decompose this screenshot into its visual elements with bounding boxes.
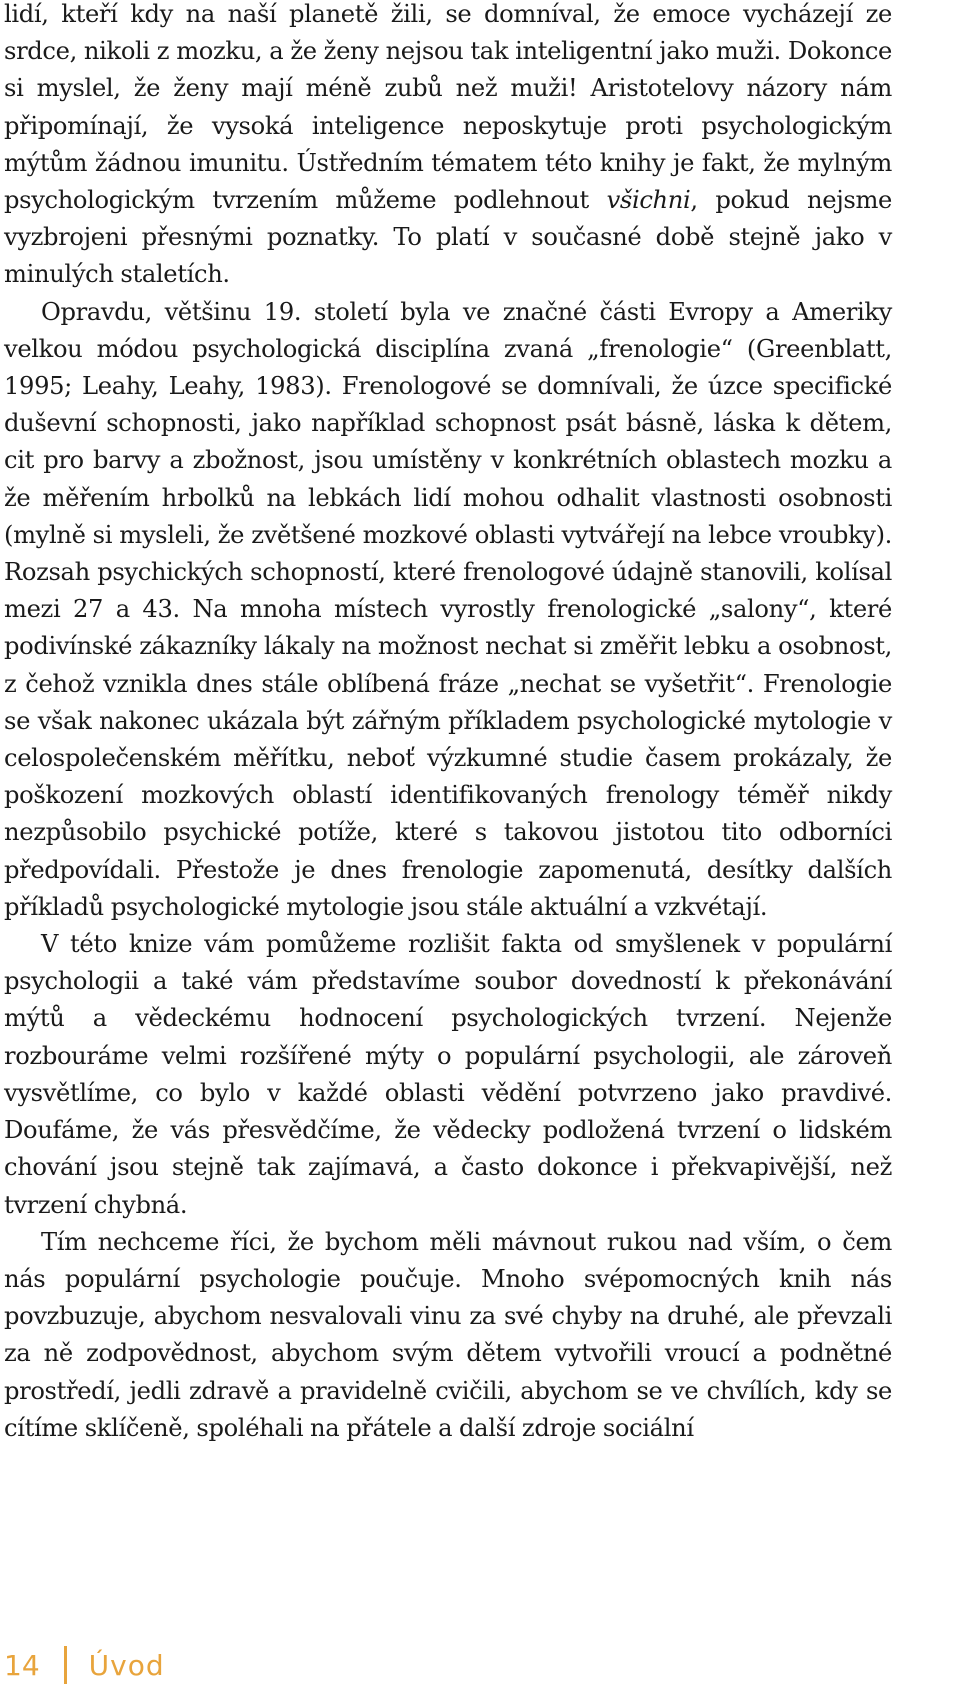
paragraph-text: V této knize vám pomůžeme rozlišit fakta od smyšlenek v populární psychologii a také vám představíme soubor dovedností k překonávání mýtů a vědeckému hodnocení psychologických tvrzení. Nejenže rozbouráme velmi rozšířené mýty o populární psychologii, ale zároveň vysvětlíme, co bylo v každé oblasti vědění potvrzeno jako pravdivé. Doufáme, že vás přesvědčíme, že vědecky podložená tvrzení o lidském chování jsou stejně tak zajímavá, a často dokonce i překvapivější, než tvrzení chybná. [4,930,892,1219]
paragraph-text: lidí, kteří kdy na naší planetě žili, se domníval, že emoce vycházejí ze srdce, nikoli z mozku, a že ženy nejsou tak inteligentní jako muži. Dokonce si myslel, že ženy mají méně zubů než muži! Aristotelovy názory nám připomínají, že vysoká inteligence neposkytuje proti psychologickým mýtům žádnou imunitu. Ústředním tématem této knihy je fakt, že mylným psychologickým tvrzením můžeme podlehnout [4,0,892,215]
page-number: 14 [4,1648,40,1682]
footer-divider [64,1646,67,1684]
paragraph-book-purpose [4,926,892,1224]
emphasis-text: všichni [606,186,691,215]
paragraph-text: Opravdu, většinu 19. století byla ve značné části Evropy a Ameriky velkou módou psychologická disciplína zvaná „frenologie“ (Greenblatt, 1995; Leahy, Leahy, 1983). Frenologové se domnívali, že úzce specifické duševní schopnosti, jako například schopnost psát básně, láska k dětem, cit pro barvy a zbožnost, jsou umístěny v konkrétních oblastech mozku a že měřením hrbolků na lebkách lidí mohou odhalit vlastnosti osobnosti (mylně si mysleli, že zvětšené mozkové oblasti vytvářejí na lebce vroubky). Rozsah psychických schopností, které frenologové údajně stanovili, kolísal mezi 27 a 43. Na mnoha místech vyrostly frenologické „salony“, které podivínské zákazníky lákaly na možnost nechat si změřit lebku a osobnost, z čehož vznikla dnes stále oblíbená fráze „nechat se vyšetřit“. Frenologie se však nakonec ukázala být zářným příkladem psychologické mytologie v celospolečenském měřítku, neboť výzkumné studie časem prokázaly, že poškození mozkových oblastí identifikovaných frenology téměř nikdy nezpůsobilo psychické potíže, které s takovou jistotou tito odborníci předpovídali. Přestože je dnes frenologie zapomenutá, desítky dalších příkladů psychologické mytologie jsou stále aktuální a vzkvétají. [4,297,892,921]
body-text [4,0,892,1447]
section-name: Úvod [88,1648,165,1682]
paragraph-text: , pokud nejsme vyzbrojeni přesnými poznatky. To platí v současné době stejně jako v minulých staletích. [4,186,892,289]
paragraph-self-help [4,1224,892,1447]
paragraph-text: Tím nechceme říci, že bychom měli mávnout rukou nad vším, o čem nás populární psychologie poučuje. Mnoho svépomocných knih nás povzbuzuje, abychom nesvalovali vinu za své chyby na druhé, ale převzali za ně zodpovědnost, abychom svým dětem vytvořili vroucí a podnětné prostředí, jedli zdravě a pravidelně cvičili, abychom se ve chvílích, kdy se cítíme sklíčeně, spoléhali na přátele a další zdroje sociální [4,1227,892,1442]
page-footer [4,1643,165,1687]
paragraph-phrenology [4,294,892,926]
paragraph-aristotle [4,0,892,294]
